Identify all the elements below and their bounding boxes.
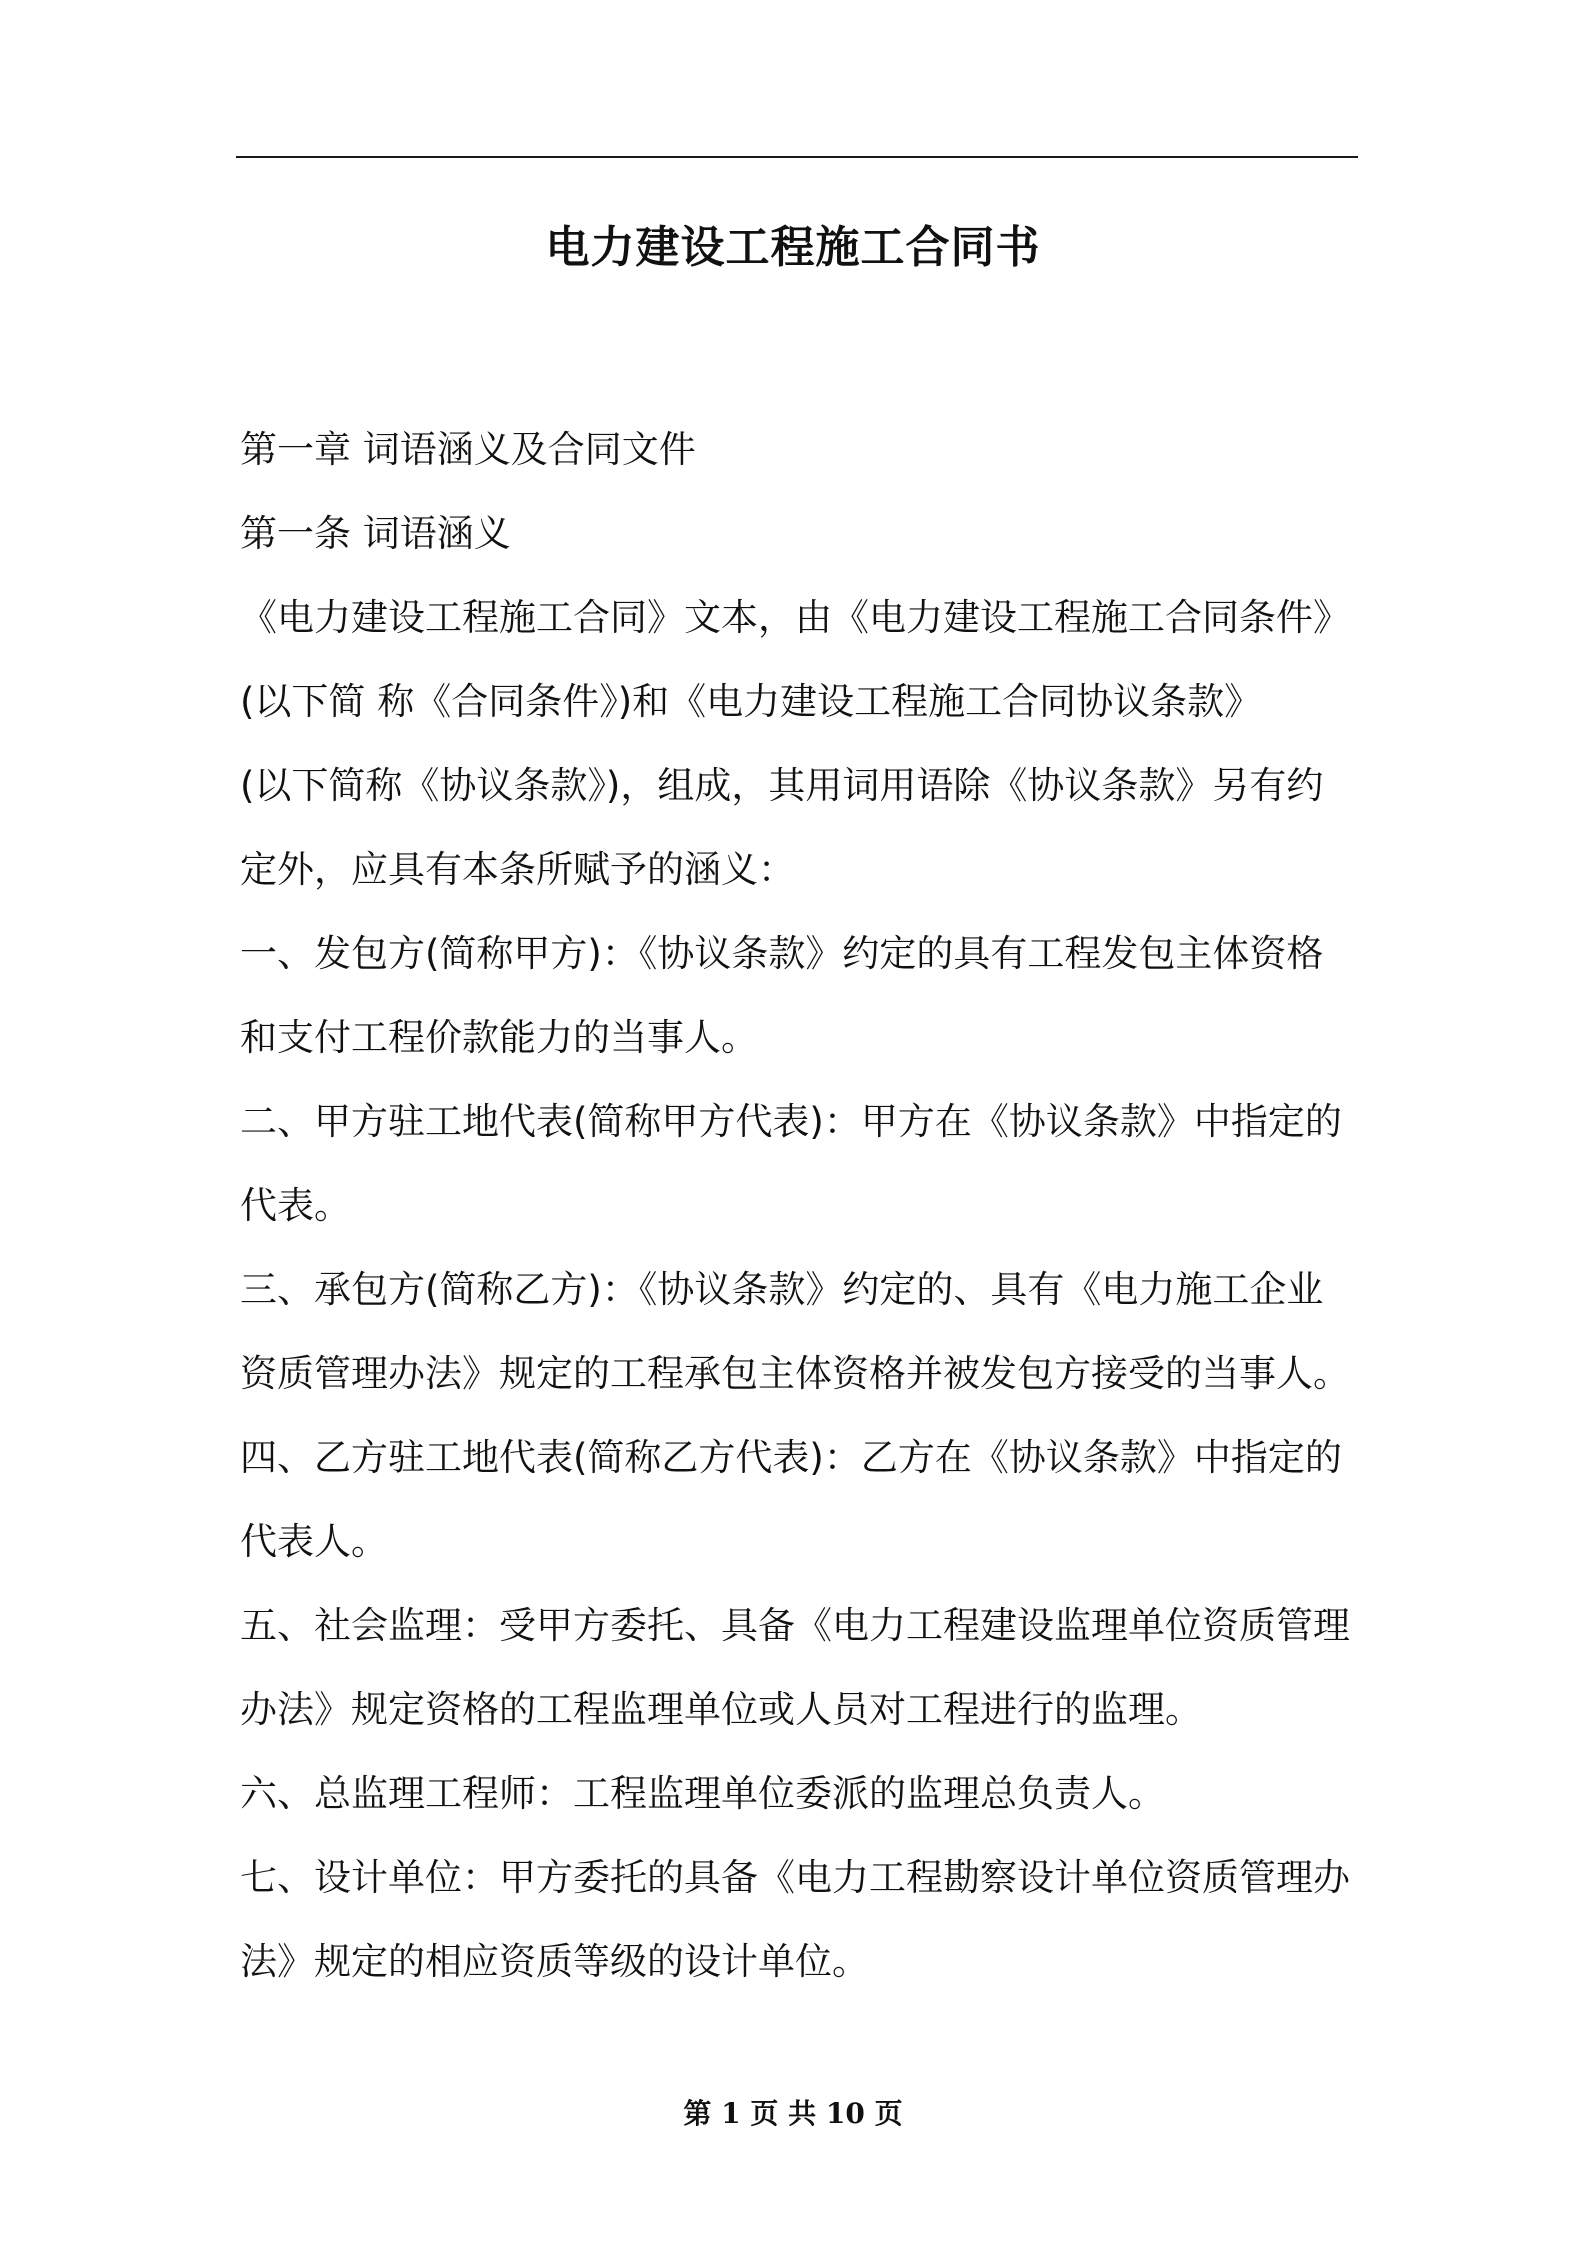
- body-line: 六、总监理工程师：工程监理单位委派的监理总负责人。: [240, 1772, 1165, 1815]
- chapter-heading: 第一章 词语涵义及合同文件: [240, 428, 696, 471]
- body-line: 五、社会监理：受甲方委托、具备《电力工程建设监理单位资质管理: [240, 1604, 1350, 1647]
- body-line: (以下简称《协议条款》)，组成，其用词用语除《协议条款》另有约: [240, 764, 1324, 807]
- document-title: 电力建设工程施工合同书: [545, 222, 1041, 273]
- body-line: 定外，应具有本条所赋予的涵义：: [240, 848, 795, 891]
- body-line: 三、承包方(简称乙方)：《协议条款》约定的、具有《电力施工企业: [240, 1268, 1324, 1311]
- header-rule: [236, 156, 1358, 158]
- body-line: (以下简 称《合同条件》)和《电力建设工程施工合同协议条款》: [240, 680, 1262, 723]
- body-line: 代表人。: [240, 1520, 388, 1563]
- article-heading: 第一条 词语涵义: [240, 512, 511, 555]
- body-line: 办法》规定资格的工程监理单位或人员对工程进行的监理。: [240, 1688, 1202, 1731]
- body-line: 七、设计单位：甲方委托的具备《电力工程勘察设计单位资质管理办: [240, 1856, 1350, 1899]
- body-line: 代表。: [240, 1184, 351, 1227]
- body-line: 资质管理办法》规定的工程承包主体资格并被发包方接受的当事人。: [240, 1352, 1350, 1395]
- body-line: 二、甲方驻工地代表(简称甲方代表)：甲方在《协议条款》中指定的: [240, 1100, 1342, 1143]
- body-line: 四、乙方驻工地代表(简称乙方代表)：乙方在《协议条款》中指定的: [240, 1436, 1342, 1479]
- page-footer: 第 1 页 共 10 页: [683, 2097, 903, 2130]
- body-line: 一、发包方(简称甲方)：《协议条款》约定的具有工程发包主体资格: [240, 932, 1324, 975]
- body-line: 法》规定的相应资质等级的设计单位。: [240, 1940, 869, 1983]
- document-body: [240, 408, 1360, 2004]
- body-line: 和支付工程价款能力的当事人。: [240, 1016, 758, 1059]
- body-line: 《电力建设工程施工合同》文本，由《电力建设工程施工合同条件》: [240, 596, 1350, 639]
